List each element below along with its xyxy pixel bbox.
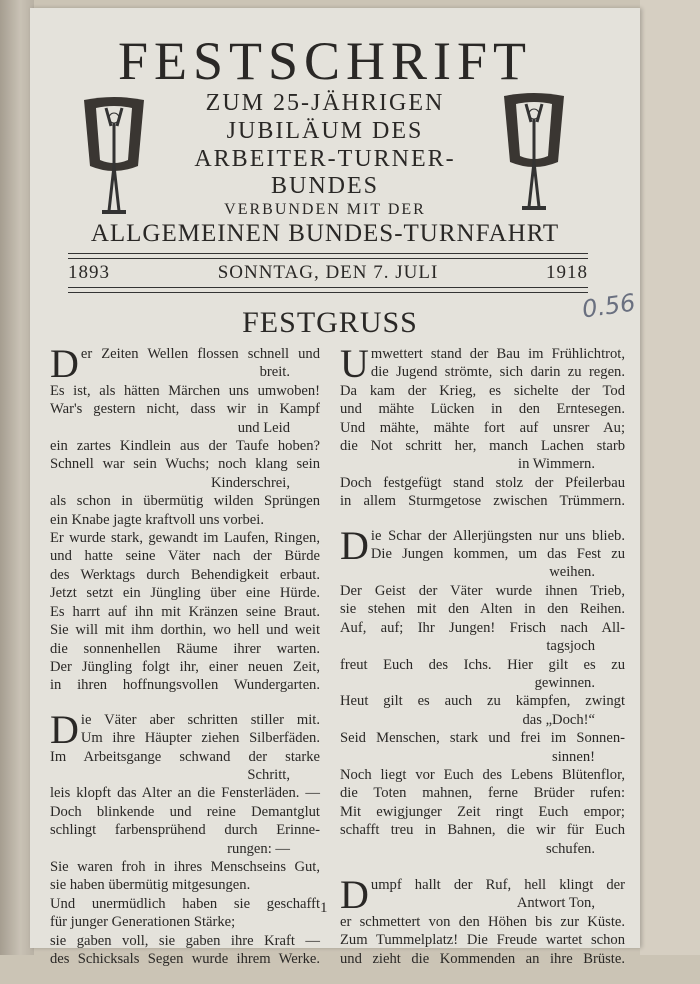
poem-line: des Werktags durch Behendigkeit erbaut. xyxy=(50,566,320,583)
poem-line: Mit ewigjunger Zeit ringt Euch empor; xyxy=(340,803,625,820)
poem-line: sinnen! xyxy=(552,748,595,765)
drop-cap: D xyxy=(50,706,79,752)
poem-line: weihen. xyxy=(549,564,595,581)
poem-line: Jetzt setzt ein Jüngling über eine Hürde. xyxy=(50,585,320,602)
date-line xyxy=(68,262,588,284)
poem-line: in ihren hoffnungsvollen Wundergarten. xyxy=(50,677,320,694)
poem-line: breit. xyxy=(259,364,290,381)
ornamental-figure-left-icon xyxy=(78,96,150,221)
poem-stanza xyxy=(340,522,625,858)
poem-line: schufen. xyxy=(545,840,595,857)
poem-line: ie Väter aber schritten stiller mit. xyxy=(80,711,320,728)
divider-rule xyxy=(68,292,588,293)
poem-line: und zieht die Kommenden an ihre Brüste. xyxy=(340,950,625,967)
poem-line: ein zartes Kindlein aus der Taufe hoben? xyxy=(50,438,320,455)
poem-line: die Jugend strömte, sich darin zu regen. xyxy=(370,364,625,381)
poem-line: Antwort Ton, xyxy=(516,895,595,912)
poem-line: in Wimmern. xyxy=(518,456,595,473)
poem-line: er Zeiten Wellen flossen schnell und xyxy=(80,346,320,362)
poem-line: freut Euch des Ichs. Hier gilt es zu xyxy=(340,656,625,673)
subtitle-line: ARBEITER-TURNER- xyxy=(194,146,456,172)
poem-line: er schmettert von den Höhen bis zur Küste. xyxy=(340,913,625,930)
year-start: 1893 xyxy=(68,262,110,283)
poem-line: Sie waren froh in ihres Menschseins Gut, xyxy=(50,858,320,875)
poem-line: die Not schritt her, manch Lachen starb xyxy=(340,438,625,455)
poem-line: Seid Menschen, stark und frei im Sonnen- xyxy=(340,730,625,747)
poem-line: leis klopft das Alter an die Fensterläden. — xyxy=(50,785,320,802)
poem-line: Noch liegt vor Euch des Lebens Blütenflor, xyxy=(340,766,625,783)
poem-column-right xyxy=(340,341,625,984)
poem-line: Kinderschrei, xyxy=(210,474,290,491)
drop-cap: D xyxy=(340,871,369,917)
poem-line: und mähte Lücken in den Erntesegen. xyxy=(340,401,625,418)
event-date: SONNTAG, DEN 7. JULI xyxy=(217,262,439,283)
poem-line: das „Doch!“ xyxy=(522,711,595,728)
poem-line: schafft treu in Bahnen, die wir für Euch xyxy=(340,822,625,839)
poem-heading: FESTGRUSS xyxy=(242,306,418,339)
poem-stanza xyxy=(50,341,320,695)
poem-line: Im Arbeitsgange schwand der starke xyxy=(50,748,320,765)
poem-line: Um ihre Häupter ziehen Silberfäden. xyxy=(80,730,320,747)
divider-rule xyxy=(68,258,588,259)
subtitle-line: BUNDES xyxy=(270,173,379,199)
poem-line: und hatte seine Väter nach der Bürde xyxy=(50,548,320,565)
poem-line: Doch blinkende und reine Demantglut xyxy=(50,803,320,820)
poem-line: gewinnen. xyxy=(534,674,595,691)
poem-line: die Toten mahnen, ferne Brüder rufen: xyxy=(340,785,625,802)
poem-line: Heut gilt es auch zu kämpfen, zwingt xyxy=(340,693,625,710)
poem-line: Zum Tummelplatz! Die Freude wartet schon xyxy=(340,932,625,949)
subtitle-line: JUBILÄUM DES xyxy=(226,118,424,144)
poem-column-left xyxy=(50,341,320,984)
ornamental-figure-right-icon xyxy=(498,92,570,217)
poem-stanza xyxy=(340,871,625,968)
poem-line: in allem Sturmgetose zwischen Trümmern. xyxy=(340,493,625,510)
poem-line: als schon in übermütig wilden Sprüngen xyxy=(50,493,320,510)
poem-line: die sonnenhellen Räume ihrer warten. xyxy=(50,640,320,657)
poem-line: und Leid xyxy=(237,419,290,436)
poem-line: mwettert stand der Bau im Frühlichtrot, xyxy=(370,346,625,362)
poem-line: umpf hallt der Ruf, hell klingt der xyxy=(370,876,625,893)
poem-line: für junger Generationen Stärke; xyxy=(50,914,236,931)
poem-line: Der Geist der Väter wurde ihnen Trieb, xyxy=(340,582,625,599)
poem-line: Der Jüngling folgt ihr, einer neuen Zeit, xyxy=(50,658,320,675)
drop-cap: D xyxy=(50,341,79,386)
poem-line: Schnell war sein Wuchs; noch klang sein xyxy=(50,456,320,473)
subtitle-connector: VERBUNDEN MIT DER xyxy=(224,201,426,218)
poem-line: sie haben übermütig mitgesungen. xyxy=(50,877,251,894)
year-end: 1918 xyxy=(545,262,588,283)
poem-line: Sie will mit ihm dorthin, wo hell und weit xyxy=(50,622,320,639)
poem-line: tagsjoch xyxy=(546,638,595,655)
handwritten-note: 0.56 xyxy=(580,288,638,324)
poem-stanza xyxy=(340,341,625,511)
poem-line: War's gestern nicht, dass wir in Kampf xyxy=(50,401,320,418)
page-number: 1 xyxy=(320,900,328,916)
poem-line: rungen: — xyxy=(227,840,290,857)
poem-line: Er wurde stark, gewandt im Laufen, Ringen, xyxy=(50,530,320,547)
poem-stanza xyxy=(50,706,320,969)
poem-line: Die Jungen kommen, um das Fest zu xyxy=(370,546,625,563)
poem-line: Da kam der Krieg, es sichelte der Tod xyxy=(340,382,625,399)
event-name: ALLGEMEINEN BUNDES-TURNFAHRT xyxy=(90,220,560,247)
document-title: FESTSCHRIFT xyxy=(117,31,533,91)
poem-line: sie gaben voll, sie gaben ihre Kraft — xyxy=(50,932,320,949)
poem-line: ein Knabe jagte kraftvoll uns vorbei. xyxy=(50,511,264,528)
poem-line: Auf, auf; Ihr Jungen! Frisch nach All- xyxy=(340,619,625,636)
poem-line: Es harrt auf ihn mit Kränzen seine Braut. xyxy=(50,603,320,620)
divider-rule xyxy=(68,287,588,288)
poem-line: Und mähte, mähte fort auf unsrer Au; xyxy=(340,419,625,436)
drop-cap: D xyxy=(340,522,369,568)
poem-line: ie Schar der Allerjüngsten nur uns blieb. xyxy=(370,527,625,544)
poem-line: schlingt farbensprühend durch Erinne- xyxy=(50,822,320,839)
poem-line: Schritt, xyxy=(247,766,290,783)
poem-line: Doch festgefügt stand stolz der Pfeilerbau xyxy=(340,474,625,491)
divider-rule xyxy=(68,253,588,254)
subtitle-line: ZUM 25-JÄHRIGEN xyxy=(205,90,445,116)
poem-line: Und unermüdlich haben sie geschafft xyxy=(50,895,320,912)
poem-line: Es ist, als hätten Märchen uns umwoben! xyxy=(50,382,320,399)
poem-line: sie stehen mit den Alten in den Reihen. xyxy=(340,601,625,618)
poem-line: des Schicksals Segen wurde ihrem Werke. xyxy=(50,951,320,967)
drop-cap: U xyxy=(340,341,369,386)
